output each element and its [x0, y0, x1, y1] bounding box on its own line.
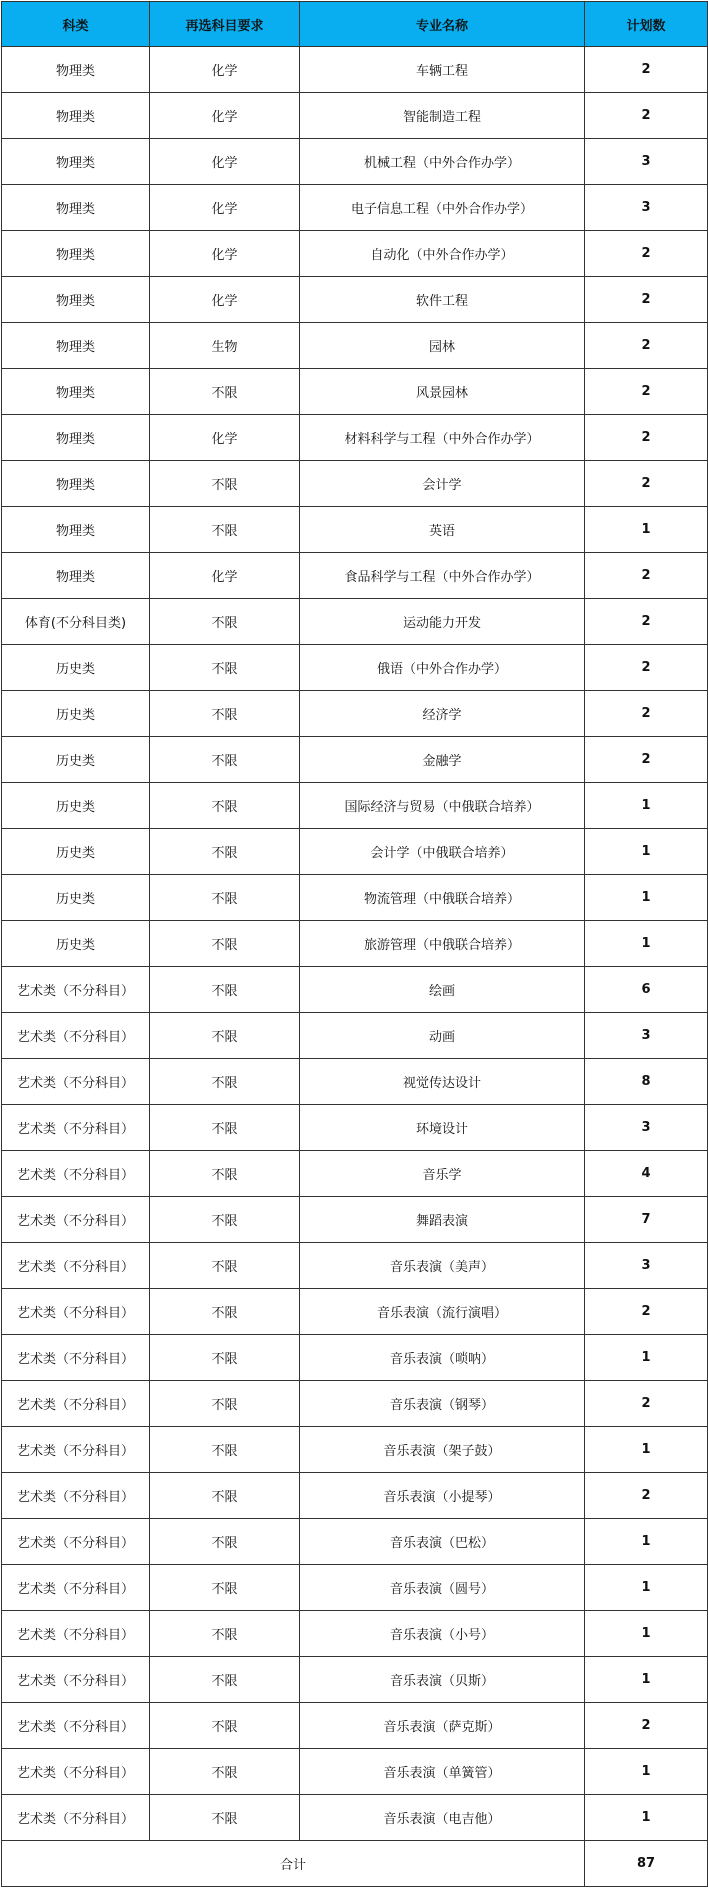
plan-count-cell: 8 [585, 1059, 708, 1105]
table-row [2, 1427, 708, 1473]
subject-requirement-cell: 化学 [150, 93, 300, 139]
subject-requirement-cell: 不限 [150, 645, 300, 691]
subject-requirement-cell: 不限 [150, 1795, 300, 1841]
category-cell: 物理类 [2, 553, 150, 599]
table-body [2, 47, 708, 1841]
subject-requirement-cell: 不限 [150, 1657, 300, 1703]
subject-requirement-cell: 不限 [150, 461, 300, 507]
category-cell: 历史类 [2, 829, 150, 875]
subject-requirement-cell: 不限 [150, 1335, 300, 1381]
category-cell: 艺术类（不分科目） [2, 1565, 150, 1611]
category-cell: 艺术类（不分科目） [2, 1473, 150, 1519]
major-name-cell: 音乐表演（钢琴） [300, 1381, 585, 1427]
subject-requirement-cell: 不限 [150, 1703, 300, 1749]
plan-count-cell: 2 [585, 1289, 708, 1335]
header-plan-count: 计划数 [585, 2, 708, 47]
major-name-cell: 电子信息工程（中外合作办学） [300, 185, 585, 231]
subject-requirement-cell: 不限 [150, 783, 300, 829]
header-subject-requirement: 再选科目要求 [150, 2, 300, 47]
major-name-cell: 音乐表演（小号） [300, 1611, 585, 1657]
major-name-cell: 音乐表演（单簧管） [300, 1749, 585, 1795]
category-cell: 历史类 [2, 737, 150, 783]
category-cell: 物理类 [2, 277, 150, 323]
subject-requirement-cell: 化学 [150, 185, 300, 231]
plan-count-cell: 2 [585, 93, 708, 139]
major-name-cell: 金融学 [300, 737, 585, 783]
category-cell: 物理类 [2, 323, 150, 369]
table-row [2, 323, 708, 369]
major-name-cell: 音乐表演（架子鼓） [300, 1427, 585, 1473]
table-row [2, 1381, 708, 1427]
table-row [2, 645, 708, 691]
plan-count-cell: 1 [585, 1427, 708, 1473]
category-cell: 历史类 [2, 783, 150, 829]
subject-requirement-cell: 不限 [150, 1151, 300, 1197]
major-name-cell: 环境设计 [300, 1105, 585, 1151]
table-row [2, 1703, 708, 1749]
subject-requirement-cell: 化学 [150, 231, 300, 277]
category-cell: 艺术类（不分科目） [2, 1427, 150, 1473]
category-cell: 艺术类（不分科目） [2, 1059, 150, 1105]
plan-count-cell: 2 [585, 461, 708, 507]
major-name-cell: 舞蹈表演 [300, 1197, 585, 1243]
plan-count-cell: 2 [585, 47, 708, 93]
table-row [2, 1013, 708, 1059]
major-name-cell: 运动能力开发 [300, 599, 585, 645]
total-value: 87 [585, 1841, 708, 1887]
category-cell: 物理类 [2, 47, 150, 93]
subject-requirement-cell: 化学 [150, 139, 300, 185]
major-name-cell: 软件工程 [300, 277, 585, 323]
major-name-cell: 音乐表演（美声） [300, 1243, 585, 1289]
table-row [2, 1519, 708, 1565]
major-name-cell: 俄语（中外合作办学） [300, 645, 585, 691]
major-name-cell: 音乐表演（贝斯） [300, 1657, 585, 1703]
subject-requirement-cell: 不限 [150, 1105, 300, 1151]
table-row [2, 1473, 708, 1519]
major-name-cell: 材料科学与工程（中外合作办学） [300, 415, 585, 461]
plan-count-cell: 1 [585, 1749, 708, 1795]
category-cell: 艺术类（不分科目） [2, 1243, 150, 1289]
major-name-cell: 音乐表演（小提琴） [300, 1473, 585, 1519]
category-cell: 物理类 [2, 231, 150, 277]
category-cell: 艺术类（不分科目） [2, 1381, 150, 1427]
major-name-cell: 会计学（中俄联合培养） [300, 829, 585, 875]
table-row [2, 1335, 708, 1381]
table-row [2, 93, 708, 139]
table-row [2, 599, 708, 645]
subject-requirement-cell: 化学 [150, 277, 300, 323]
category-cell: 艺术类（不分科目） [2, 967, 150, 1013]
subject-requirement-cell: 不限 [150, 1427, 300, 1473]
subject-requirement-cell: 不限 [150, 921, 300, 967]
table-row [2, 737, 708, 783]
subject-requirement-cell: 不限 [150, 599, 300, 645]
major-name-cell: 音乐表演（唢呐） [300, 1335, 585, 1381]
major-name-cell: 自动化（中外合作办学） [300, 231, 585, 277]
major-name-cell: 会计学 [300, 461, 585, 507]
major-name-cell: 物流管理（中俄联合培养） [300, 875, 585, 921]
plan-count-cell: 1 [585, 1611, 708, 1657]
table-row [2, 783, 708, 829]
category-cell: 历史类 [2, 645, 150, 691]
plan-count-cell: 3 [585, 139, 708, 185]
table-row [2, 829, 708, 875]
subject-requirement-cell: 不限 [150, 1243, 300, 1289]
subject-requirement-cell: 不限 [150, 1381, 300, 1427]
table-row [2, 1289, 708, 1335]
table-row [2, 1105, 708, 1151]
category-cell: 艺术类（不分科目） [2, 1289, 150, 1335]
major-name-cell: 智能制造工程 [300, 93, 585, 139]
plan-count-cell: 2 [585, 323, 708, 369]
table-row [2, 277, 708, 323]
table-row [2, 1197, 708, 1243]
plan-count-cell: 3 [585, 1243, 708, 1289]
subject-requirement-cell: 不限 [150, 1059, 300, 1105]
category-cell: 艺术类（不分科目） [2, 1105, 150, 1151]
subject-requirement-cell: 不限 [150, 967, 300, 1013]
category-cell: 历史类 [2, 691, 150, 737]
major-name-cell: 风景园林 [300, 369, 585, 415]
total-label: 合计 [2, 1841, 585, 1887]
table-row [2, 47, 708, 93]
plan-count-cell: 1 [585, 507, 708, 553]
major-name-cell: 音乐表演（电吉他） [300, 1795, 585, 1841]
table-row [2, 185, 708, 231]
major-name-cell: 园林 [300, 323, 585, 369]
subject-requirement-cell: 不限 [150, 829, 300, 875]
plan-count-cell: 1 [585, 1795, 708, 1841]
category-cell: 物理类 [2, 139, 150, 185]
table-row [2, 1059, 708, 1105]
plan-count-cell: 6 [585, 967, 708, 1013]
table-row [2, 231, 708, 277]
plan-count-cell: 7 [585, 1197, 708, 1243]
subject-requirement-cell: 不限 [150, 1289, 300, 1335]
plan-count-cell: 2 [585, 1703, 708, 1749]
table-row [2, 1749, 708, 1795]
category-cell: 物理类 [2, 507, 150, 553]
table-row [2, 139, 708, 185]
table-row [2, 1657, 708, 1703]
plan-count-cell: 2 [585, 1473, 708, 1519]
category-cell: 艺术类（不分科目） [2, 1197, 150, 1243]
major-name-cell: 经济学 [300, 691, 585, 737]
category-cell: 艺术类（不分科目） [2, 1749, 150, 1795]
major-name-cell: 国际经济与贸易（中俄联合培养） [300, 783, 585, 829]
subject-requirement-cell: 不限 [150, 369, 300, 415]
table-row [2, 553, 708, 599]
table-row [2, 415, 708, 461]
plan-count-cell: 1 [585, 921, 708, 967]
table-row [2, 1611, 708, 1657]
category-cell: 艺术类（不分科目） [2, 1013, 150, 1059]
plan-count-cell: 1 [585, 783, 708, 829]
table-row [2, 967, 708, 1013]
plan-count-cell: 2 [585, 231, 708, 277]
plan-count-cell: 1 [585, 1565, 708, 1611]
plan-count-cell: 2 [585, 369, 708, 415]
subject-requirement-cell: 不限 [150, 1611, 300, 1657]
table-row [2, 1795, 708, 1841]
plan-count-cell: 1 [585, 1519, 708, 1565]
subject-requirement-cell: 不限 [150, 1749, 300, 1795]
major-name-cell: 视觉传达设计 [300, 1059, 585, 1105]
subject-requirement-cell: 生物 [150, 323, 300, 369]
header-row [2, 2, 708, 47]
category-cell: 物理类 [2, 461, 150, 507]
subject-requirement-cell: 不限 [150, 507, 300, 553]
subject-requirement-cell: 不限 [150, 737, 300, 783]
subject-requirement-cell: 化学 [150, 553, 300, 599]
major-name-cell: 音乐学 [300, 1151, 585, 1197]
header-major-name: 专业名称 [300, 2, 585, 47]
plan-count-cell: 1 [585, 875, 708, 921]
category-cell: 物理类 [2, 369, 150, 415]
major-name-cell: 动画 [300, 1013, 585, 1059]
category-cell: 艺术类（不分科目） [2, 1795, 150, 1841]
category-cell: 体育(不分科目类) [2, 599, 150, 645]
category-cell: 艺术类（不分科目） [2, 1519, 150, 1565]
category-cell: 历史类 [2, 921, 150, 967]
major-name-cell: 绘画 [300, 967, 585, 1013]
major-name-cell: 音乐表演（巴松） [300, 1519, 585, 1565]
table-row [2, 875, 708, 921]
subject-requirement-cell: 不限 [150, 1013, 300, 1059]
subject-requirement-cell: 不限 [150, 1519, 300, 1565]
category-cell: 艺术类（不分科目） [2, 1657, 150, 1703]
table-row [2, 1151, 708, 1197]
enrollment-plan-table [1, 1, 708, 1887]
plan-count-cell: 2 [585, 553, 708, 599]
subject-requirement-cell: 不限 [150, 691, 300, 737]
plan-count-cell: 1 [585, 829, 708, 875]
major-name-cell: 音乐表演（圆号） [300, 1565, 585, 1611]
plan-count-cell: 2 [585, 691, 708, 737]
plan-count-cell: 2 [585, 277, 708, 323]
category-cell: 物理类 [2, 185, 150, 231]
plan-count-cell: 3 [585, 1013, 708, 1059]
table-row [2, 1243, 708, 1289]
major-name-cell: 食品科学与工程（中外合作办学） [300, 553, 585, 599]
plan-count-cell: 4 [585, 1151, 708, 1197]
subject-requirement-cell: 不限 [150, 1197, 300, 1243]
major-name-cell: 英语 [300, 507, 585, 553]
plan-count-cell: 2 [585, 645, 708, 691]
table-row [2, 691, 708, 737]
subject-requirement-cell: 不限 [150, 1565, 300, 1611]
subject-requirement-cell: 化学 [150, 415, 300, 461]
plan-count-cell: 2 [585, 1381, 708, 1427]
category-cell: 艺术类（不分科目） [2, 1335, 150, 1381]
plan-count-cell: 3 [585, 1105, 708, 1151]
major-name-cell: 机械工程（中外合作办学） [300, 139, 585, 185]
category-cell: 物理类 [2, 415, 150, 461]
plan-count-cell: 2 [585, 737, 708, 783]
plan-count-cell: 1 [585, 1657, 708, 1703]
major-name-cell: 音乐表演（萨克斯） [300, 1703, 585, 1749]
table-row [2, 1565, 708, 1611]
header-category: 科类 [2, 2, 150, 47]
major-name-cell: 旅游管理（中俄联合培养） [300, 921, 585, 967]
total-row [2, 1841, 708, 1887]
plan-count-cell: 3 [585, 185, 708, 231]
plan-count-cell: 2 [585, 599, 708, 645]
table-row [2, 369, 708, 415]
major-name-cell: 音乐表演（流行演唱） [300, 1289, 585, 1335]
category-cell: 艺术类（不分科目） [2, 1151, 150, 1197]
subject-requirement-cell: 不限 [150, 1473, 300, 1519]
plan-count-cell: 1 [585, 1335, 708, 1381]
table-row [2, 461, 708, 507]
category-cell: 物理类 [2, 93, 150, 139]
category-cell: 艺术类（不分科目） [2, 1703, 150, 1749]
table-row [2, 921, 708, 967]
plan-count-cell: 2 [585, 415, 708, 461]
subject-requirement-cell: 不限 [150, 875, 300, 921]
category-cell: 艺术类（不分科目） [2, 1611, 150, 1657]
subject-requirement-cell: 化学 [150, 47, 300, 93]
category-cell: 历史类 [2, 875, 150, 921]
table-row [2, 507, 708, 553]
major-name-cell: 车辆工程 [300, 47, 585, 93]
